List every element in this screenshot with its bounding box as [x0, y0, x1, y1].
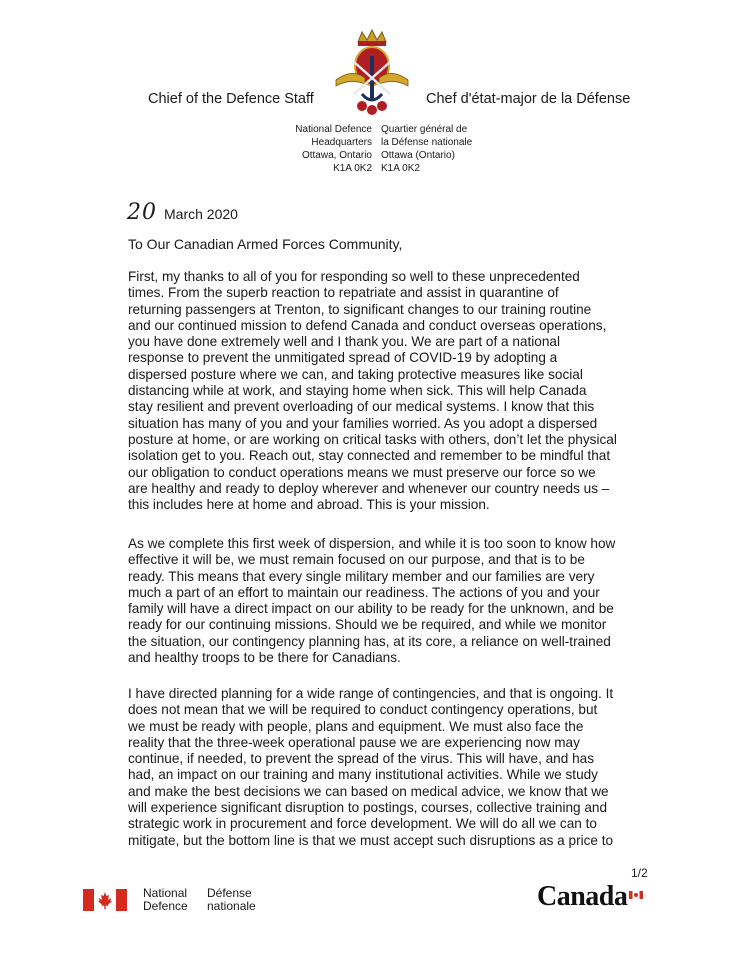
paragraph-line: had, an impact on our training and many institutional activities. While we study [128, 767, 598, 783]
page-number: 1/2 [631, 866, 648, 880]
paragraph-line: ready. This means that every single military member and our families are very [128, 568, 595, 584]
paragraph-line: returning passengers at Trenton, to significant changes to our training routine [128, 301, 592, 317]
paragraph-line: mitigate, but the bottom line is that we must accept such disruptions as a price to [128, 832, 614, 848]
paragraph-line: and our continued mission to defend Canada and conduct overseas operations, [128, 317, 607, 333]
paragraph-line: reality that the three-week operational pause we are experiencing now may [128, 734, 580, 750]
paragraph-line: and make the best decisions we can based on medical advice, we know that we [128, 783, 609, 799]
canada-wordmark: Canada [537, 881, 628, 912]
paragraph-1 [128, 269, 668, 513]
paragraph-line: posture at home, or are working on critical tasks with others, don’t let the physical [128, 431, 617, 447]
paragraph-line: we must be ready with people, plans and equipment. We must also face the [128, 718, 584, 734]
address-english [262, 123, 372, 175]
paragraph-line: much a part of an effort to maintain our readiness. The actions of you and your [128, 584, 600, 600]
paragraph-line: strategic work in procurement and force development. We will do all we can to [128, 816, 597, 832]
footer-department-english [143, 887, 188, 913]
paragraph-line: dispersed posture where we can, and taking protective measures like social [128, 366, 583, 382]
footer-line: National [143, 886, 188, 900]
address-line: Ottawa (Ontario) [381, 150, 455, 161]
paragraph-line: will experience significant disruption to postings, courses, collective training and [128, 800, 608, 816]
footer-line: Defence [143, 899, 188, 913]
date-month-year: March 2020 [164, 206, 238, 222]
canada-flag-icon [83, 889, 127, 911]
footer-department-french [207, 887, 256, 913]
paragraph-line: response to prevent the unmitigated spread of COVID-19 by adopting a [128, 350, 558, 366]
paragraph-line: family will have a direct impact on our ability to be ready for the unknown, and be [128, 601, 614, 617]
address-line: National Defence [295, 124, 372, 135]
paragraph-line: does not mean that we will be required to conduct contingency operations, but [128, 702, 598, 718]
emblem-icon [332, 28, 412, 116]
footer-line: Défense [207, 886, 252, 900]
paragraph-line: I have directed planning for a wide range of contingencies, and that is ongoing. It [128, 686, 614, 701]
title-english: Chief of the Defence Staff [148, 91, 314, 107]
paragraph-line: the situation, our contingency planning has, at its core, a reliance on well-trained [128, 633, 611, 649]
paragraph-line: ready for our continuing missions. Should we be required, and while we monitor [128, 617, 607, 633]
address-line: Headquarters [311, 137, 372, 148]
wordmark-flag-icon [629, 886, 643, 894]
address-french [381, 123, 501, 175]
paragraph-line: and healthy troops to be there for Canadians. [128, 650, 401, 666]
paragraph-line: continue, if needed, to prevent the spread of the virus. This will have, and has [128, 751, 594, 767]
paragraph-line: isolation get to you. Reach out, stay connected and remember to be mindful that [128, 448, 611, 464]
paragraph-line: distancing while at work, and staying home when sick. This will help Canada [128, 383, 587, 399]
address-line: Quartier général de [381, 124, 468, 135]
paragraph-line: our obligation to conduct operations means we must preserve our force so we [128, 464, 596, 480]
paragraph-3 [128, 686, 668, 849]
paragraph-line: effective it will be, we must remain focused on our purpose, and that is to be [128, 552, 585, 568]
paragraph-line: situation has many of you and your families worried. As you adopt a dispersed [128, 415, 598, 431]
footer-line: nationale [207, 899, 256, 913]
salutation: To Our Canadian Armed Forces Community, [128, 236, 403, 252]
address-line: K1A 0K2 [333, 163, 372, 174]
address-line: Ottawa, Ontario [301, 150, 372, 161]
paragraph-line: stay resilient and prevent overloading of our medical systems. I know that this [128, 399, 595, 415]
letter-date [127, 200, 238, 225]
paragraph-line: are healthy and ready to deploy wherever and whenever our country needs us – [128, 480, 610, 496]
title-french: Chef d'état-major de la Défense [426, 91, 631, 107]
paragraph-line: times. From the superb reaction to repatriate and assist in quarantine of [128, 285, 559, 301]
date-day-handwritten: 20 [127, 200, 157, 225]
address-line: K1A 0K2 [381, 163, 420, 174]
paragraph-line: As we complete this first week of dispersion, and while it is too soon to know how [128, 536, 616, 551]
paragraph-line: First, my thanks to all of you for responding so well to these unprecedented [128, 269, 580, 284]
paragraph-2 [128, 536, 668, 666]
address-line: la Défense nationale [381, 137, 473, 148]
paragraph-line: this includes here at home and abroad. This is your mission. [128, 497, 490, 513]
paragraph-line: you have done extremely well and I thank you. We are part of a national [128, 334, 560, 350]
